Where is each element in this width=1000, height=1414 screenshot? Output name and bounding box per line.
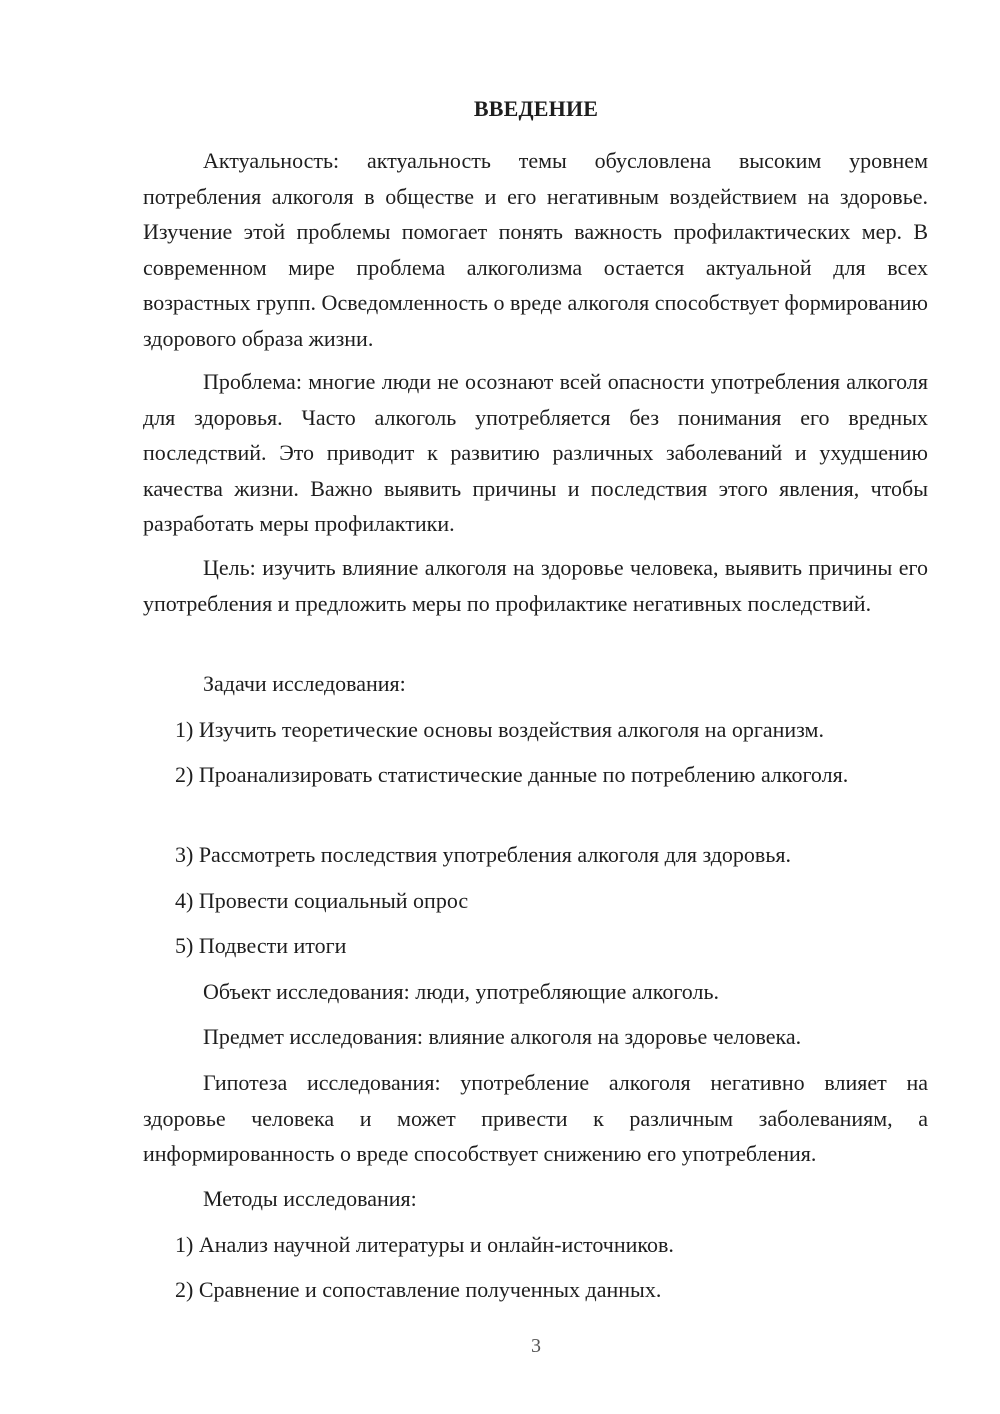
hypothesis-paragraph: Гипотеза исследования: употребление алкоголя негативно влияет на здоровье человека и может привести к различным заболеваниям, а информированность о вреде способствует снижению его употребления. bbox=[143, 1070, 928, 1166]
problem-paragraph: Проблема: многие люди не осознают всей опасности употребления алкоголя для здоровья. Часто алкоголь употребляется без понимания его вредных последствий. Это приводит к развитию различных заболеваний и ухудшению качества жизни. Важно выявить причины и последствия этого явления, чтобы разработать меры профилактики. bbox=[143, 369, 928, 536]
task-item-5: 5) Подвести итоги bbox=[175, 933, 347, 958]
methods-title: Методы исследования: bbox=[203, 1186, 417, 1211]
method-item-2: 2) Сравнение и сопоставление полученных данных. bbox=[175, 1277, 662, 1302]
tasks-title: Задачи исследования: bbox=[203, 671, 406, 696]
task-item-2: 2) Проанализировать статистические данные по потреблению алкоголя. bbox=[175, 762, 849, 787]
method-item-1: 1) Анализ научной литературы и онлайн-источников. bbox=[175, 1232, 674, 1257]
subject-paragraph: Предмет исследования: влияние алкоголя на здоровье человека. bbox=[203, 1024, 802, 1049]
object-paragraph: Объект исследования: люди, употребляющие алкоголь. bbox=[203, 979, 720, 1004]
section-heading: ВВЕДЕНИЕ bbox=[473, 96, 599, 121]
goal-paragraph: Цель: изучить влияние алкоголя на здоровье человека, выявить причины его употребления и предложить меры по профилактике негативных последствий. bbox=[143, 555, 928, 616]
page-number: 3 bbox=[531, 1335, 541, 1357]
relevance-paragraph: Актуальность: актуальность темы обусловлена высоким уровнем потребления алкоголя в обществе и его негативным воздействием на здоровье. Изучение этой проблемы помогает понять важность профилактических мер. В современном мире проблема алкоголизма остается актуальной для всех возрастных групп. Осведомленность о вреде алкоголя способствует формированию здорового образа жизни. bbox=[143, 148, 928, 351]
task-item-4: 4) Провести социальный опрос bbox=[175, 888, 469, 913]
task-item-1: 1) Изучить теоретические основы воздействия алкоголя на организм. bbox=[175, 717, 824, 742]
task-item-3: 3) Рассмотреть последствия употребления алкоголя для здоровья. bbox=[175, 842, 791, 867]
